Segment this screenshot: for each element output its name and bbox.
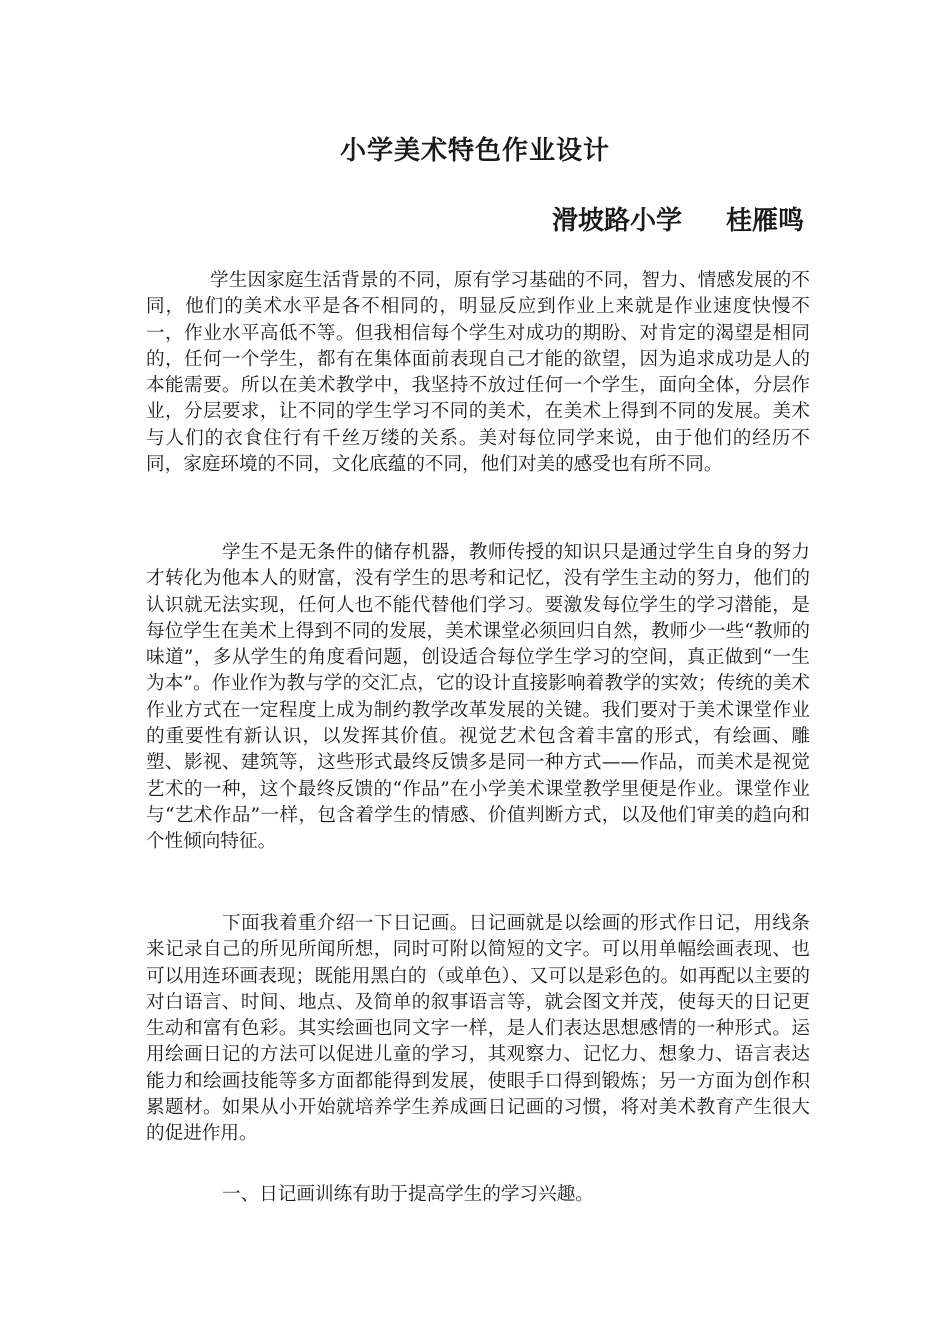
paragraph-3: 下面我着重介绍一下日记画。日记画就是以绘画的形式作日记，用线条来记录自己的所见所闻所想，同时可附以简短的文字。可以用单幅绘画表现、也可以用连环画表现；既能用黑白的（或单色）、又可以是彩色的。如再配以主要的对白语言、时间、地点、及简单的叙事语言等，就会图文并茂，使每天的日记更生动和富有色彩。其实绘画也同文字一样，是人们表达思想感情的一种形式。运用绘画日记的方法可以促进儿童的学习，其观察力、记忆力、想象力、语言表达能力和绘画技能等多方面都能得到发展，使眼手口得到锻炼；另一方面为创作积累题材。如果从小开始就培养学生养成画日记画的习惯，将对美术教育产生很大的促进作用。	[146, 913, 810, 1145]
school-name: 滑坡路小学	[551, 206, 682, 236]
author-name: 桂雁鸣	[725, 206, 804, 236]
byline	[552, 201, 804, 241]
paragraph-1: 学生因家庭生活背景的不同，原有学习基础的不同，智力、情感发展的不同，他们的美术水平是各不相同的，明显反应到作业上来就是作业速度快慢不一，作业水平高低不等。但我相信每个学生对成功的期盼、对肯定的渴望是相同的，任何一个学生，都有在集体面前表现自己才能的欲望，因为追求成功是人的本能需要。所以在美术教学中，我坚持不放过任何一个学生，面向全体，分层作业，分层要求，让不同的学生学习不同的美术，在美术上得到不同的发展。美术与人们的衣食住行有千丝万缕的关系。美对每位同学来说，由于他们的经历不同，家庭环境的不同，文化底蕴的不同，他们对美的感受也有所不同。	[146, 270, 810, 476]
section-heading-1: 一、日记画训练有助于提高学生的学习兴趣。	[222, 1184, 594, 1205]
paragraph-2: 学生不是无条件的储存机器，教师传授的知识只是通过学生自身的努力才转化为他本人的财富，没有学生的思考和记忆，没有学生主动的努力，他们的认识就无法实现，任何人也不能代替他们学习。要激发每位学生的学习潜能，是每位学生在美术上得到不同的发展，美术课堂必须回归自然，教师少一些“教师的味道”，多从学生的角度看问题，创设适合每位学生学习的空间，真正做到“一生为本”。作业作为教与学的交汇点，它的设计直接影响着教学的实效；传统的美术作业方式在一定程度上成为制约教学改革发展的关键。我们要对于美术课堂作业的重要性有新认识，以发挥其价值。视觉艺术包含着丰富的形式，有绘画、雕塑、影视、建筑等，这些形式最终反馈多是同一种方式——作品，而美术是视觉艺术的一种，这个最终反馈的“作品”在小学美术课堂教学里便是作业。课堂作业与“艺术作品”一样，包含着学生的情感、价值判断方式，以及他们审美的趋向和个性倾向特征。	[146, 542, 810, 853]
document-title: 小学美术特色作业设计	[339, 136, 610, 166]
